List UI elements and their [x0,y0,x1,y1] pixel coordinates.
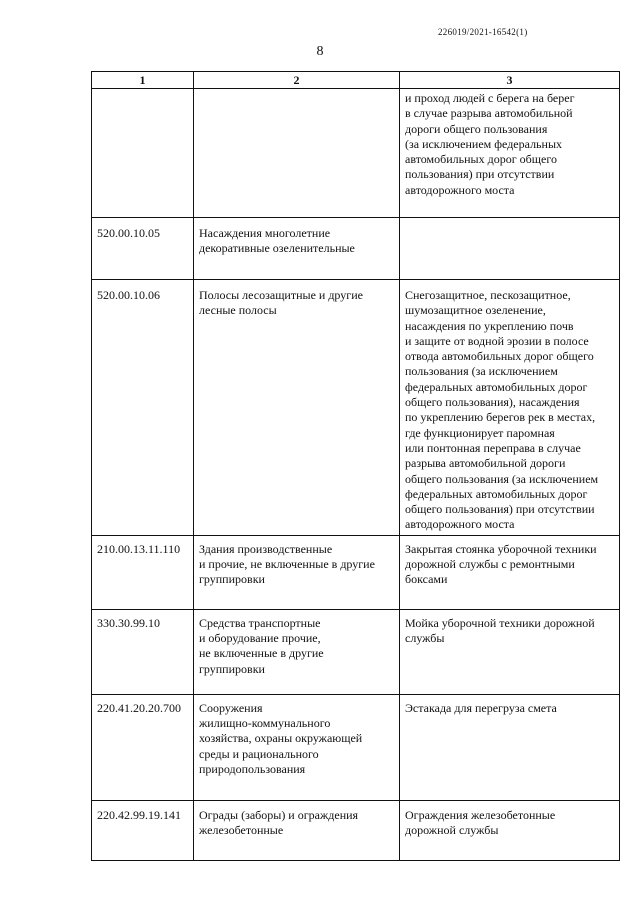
purpose-cell: и проход людей с берега на берег в случае разрыва автомобильной дороги общего пользования (за исключением федеральных автомобильных дорог общего пользования) при отсутствии автодорожного моста [400,89,620,218]
purpose-cell: Мойка уборочной техники дорожной службы [400,609,620,694]
name-cell: Ограды (заборы) и ограждения железобетонные [194,800,400,860]
column-header-3: 3 [400,72,620,89]
table-row [92,694,620,800]
column-header-1: 1 [92,72,194,89]
code-cell: 330.30.99.10 [92,609,194,694]
purpose-cell [400,218,620,280]
code-cell: 220.42.99.19.141 [92,800,194,860]
name-cell: Здания производственные и прочие, не включенные в другие группировки [194,535,400,609]
table-row [92,609,620,694]
code-cell: 520.00.10.05 [92,218,194,280]
name-cell: Полосы лесозащитные и другие лесные полосы [194,280,400,536]
code-cell: 520.00.10.06 [92,280,194,536]
name-cell: Средства транспортные и оборудование прочие, не включенные в другие группировки [194,609,400,694]
column-header-2: 2 [194,72,400,89]
name-cell [194,89,400,218]
table-row [92,800,620,860]
purpose-cell: Эстакада для перегруза смета [400,694,620,800]
table-row [92,535,620,609]
table-header-row [92,72,620,89]
purpose-cell: Ограждения железобетонные дорожной службы [400,800,620,860]
document-registration-number: 226019/2021-16542(1) [438,27,528,37]
purpose-cell: Закрытая стоянка уборочной техники дорожной службы с ремонтными боксами [400,535,620,609]
code-cell [92,89,194,218]
purpose-cell: Снегозащитное, пескозащитное, шумозащитное озеленение, насаждения по укреплению почв и защите от водной эрозии в полосе отвода автомобильных дорог общего пользования (за исключением федеральных автомобильных дорог общего пользования), насаждения по укреплению берегов рек в местах, где функционирует паромная или понтонная переправа в случае разрыва автомобильной дороги общего пользования (за исключением федеральных автомобильных дорог общего пользования) при отсутствии автодорожного моста [400,280,620,536]
classification-table [91,71,620,861]
table-row [92,218,620,280]
code-cell: 220.41.20.20.700 [92,694,194,800]
page-number: 8 [316,44,324,59]
code-cell: 210.00.13.11.110 [92,535,194,609]
name-cell: Насаждения многолетние декоративные озеленительные [194,218,400,280]
table-row [92,89,620,218]
table-row [92,280,620,536]
name-cell: Сооружения жилищно-коммунального хозяйства, охраны окружающей среды и рационального природопользования [194,694,400,800]
